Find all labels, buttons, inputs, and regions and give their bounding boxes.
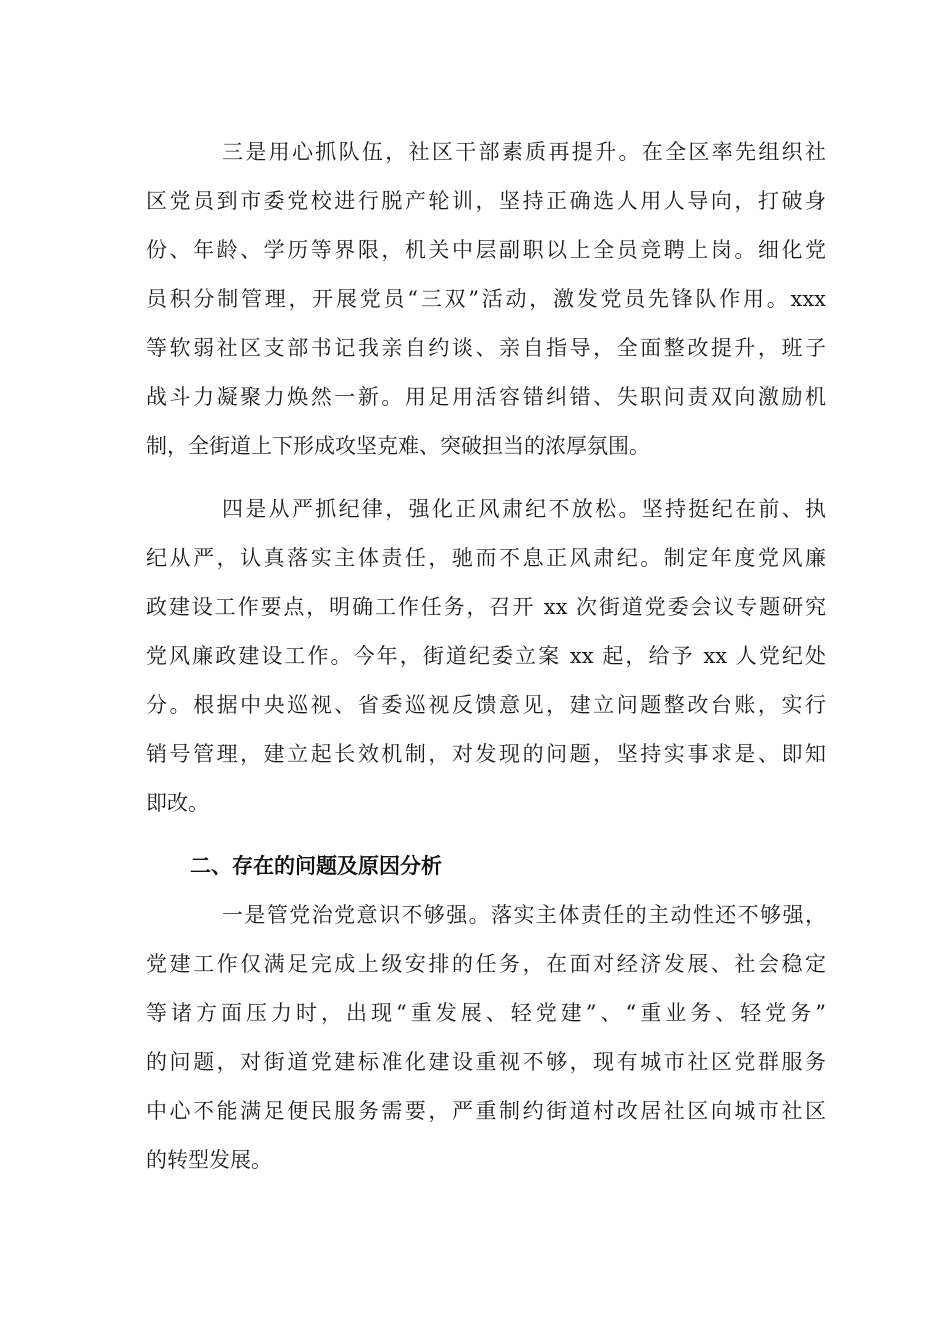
paragraph-3-line-3: 份、年龄、学历等界限，机关中层副职以上全员竞聘上岗。细化党 xyxy=(146,238,826,262)
paragraph-3-line-1: 三是用心抓队伍，社区干部素质再提升。在全区率先组织社 xyxy=(222,140,826,164)
paragraph-4-line-1: 四是从严抓纪律，强化正风肃纪不放松。坚持挺纪在前、执 xyxy=(222,497,826,521)
paragraph-4-line-3: 政建设工作要点，明确工作任务，召开 xx 次街道党委会议专题研究 xyxy=(146,595,826,619)
paragraph-4-line-7: 即改。 xyxy=(146,791,209,815)
paragraph-3-line-6: 战斗力凝聚力焕然一新。用足用活容错纠错、失职问责双向激励机 xyxy=(146,385,826,409)
section-heading: 二、存在的问题及原因分析 xyxy=(190,854,442,878)
paragraph-3-line-5: 等软弱社区支部书记我亲自约谈、亲自指导，全面整改提升，班子 xyxy=(146,336,826,360)
paragraph-3-line-7: 制，全街道上下形成攻坚克难、突破担当的浓厚氛围。 xyxy=(146,434,650,458)
problem-1-line-4: 的问题，对街道党建标准化建设重视不够，现有城市社区党群服务 xyxy=(146,1050,826,1074)
paragraph-4-line-4: 党风廉政建设工作。今年，街道纪委立案 xx 起，给予 xx 人党纪处 xyxy=(146,644,826,668)
problem-1-line-3: 等诸方面压力时，出现“重发展、轻党建”、“重业务、轻党务” xyxy=(146,1001,826,1025)
paragraph-4-line-2: 纪从严，认真落实主体责任，驰而不息正风肃纪。制定年度党风廉 xyxy=(146,546,826,570)
problem-1-line-1: 一是管党治党意识不够强。落实主体责任的主动性还不够强， xyxy=(222,903,826,927)
problem-1-line-5: 中心不能满足便民服务需要，严重制约街道村改居社区向城市社区 xyxy=(146,1099,826,1123)
paragraph-4-line-6: 销号管理，建立起长效机制，对发现的问题，坚持实事求是、即知 xyxy=(146,742,826,766)
paragraph-4-line-5: 分。根据中央巡视、省委巡视反馈意见，建立问题整改台账，实行 xyxy=(146,693,826,717)
problem-1-line-6: 的转型发展。 xyxy=(146,1148,272,1172)
problem-1-line-2: 党建工作仅满足完成上级安排的任务，在面对经济发展、社会稳定 xyxy=(146,952,826,976)
paragraph-3-line-2: 区党员到市委党校进行脱产轮训，坚持正确选人用人导向，打破身 xyxy=(146,189,826,213)
paragraph-3-line-4: 员积分制管理，开展党员“三双”活动，激发党员先锋队作用。xxx xyxy=(146,287,826,311)
